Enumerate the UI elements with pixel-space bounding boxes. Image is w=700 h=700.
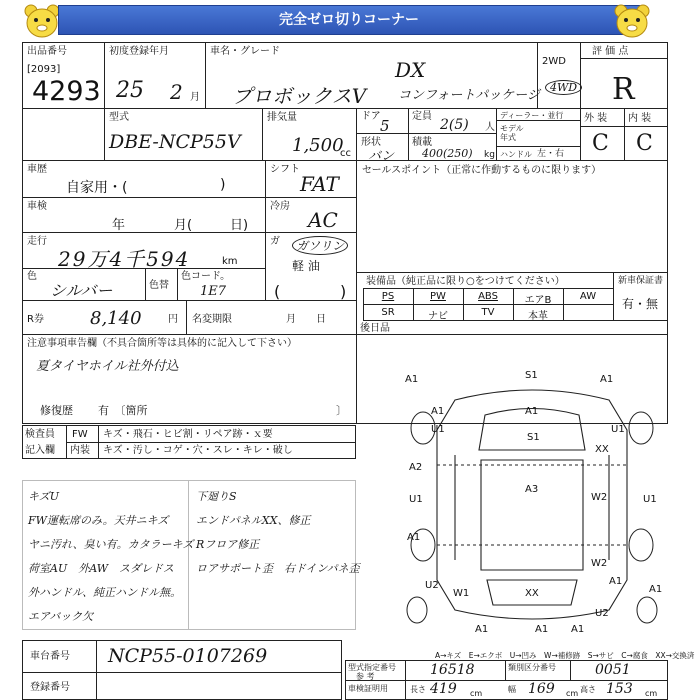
damage-mark: W2 (591, 558, 608, 569)
equipment-item: PW (430, 291, 446, 302)
rear-label: 後日品 (360, 323, 390, 334)
class-value: 0051 (595, 662, 631, 678)
banner-title: 完全ゼロ切りコーナー (58, 5, 640, 35)
length-label: 長さ (410, 685, 426, 694)
exterior-value: C (592, 131, 609, 156)
ac-label: 冷房 (270, 201, 290, 212)
shape-value: バン (368, 149, 395, 164)
fw-value: キズ・飛石・ヒビ割・リペア跡・ｘ要 (103, 429, 273, 440)
class-label: 類別区分番号 (508, 663, 556, 672)
dims-label: 車検証明用 (348, 684, 388, 693)
load-label: 積載 (412, 137, 432, 148)
repair-close: 〕 (336, 404, 347, 417)
color-code: 1E7 (200, 284, 227, 299)
doors-value: 5 (380, 117, 390, 135)
equipment-item: AW (579, 291, 597, 302)
first-reg-label: 初度登録年月 (109, 46, 169, 57)
auction-sheet: 完全ゼロ切りコーナー 出品番号 [2093] 4293 初度登録年月 25 2 月 車名・グレード DX プロボックスV コンフォートパッケージ 2WD 4WD 評 価 点 R 型式 DBE-NCP55V 排気量 1,500 cc ドア 5 定員 2(5) 人 形状 バン 積載 400(250) kg ディーラー・並行 モデル年式 ハンドル 左・右 外 装 内 装 C C 車歴 自家用・( ) シフト FAT 車検 年 月( 日) 冷房 AC 走行 29万4千594 km ガ ガソリン 軽 油 ( ) 色 シルバー 色替 色コード。 1E7 R券 8,140 円 名変期限 月 日 セールスポイント（正常に作動するものに限ります） 装備品（純正品に限り○をつけてください） 新車保証書 有・無 後日品 注意事項車告欄（不具合箇所等は具体的に記入して下さい） 夏タイヤホイル社外付込 修復歴 有 〔箇所 〕 検査員 記入欄 FW キズ・飛石・ヒビ割・リペア跡・ｘ要 内装 キズ・汚し・コゲ・穴・スレ・キレ・破し A1 S1 A1 A1 A1 U1 S1 U1 XX A2 A3 U1 W2 U1 A1 U2 W1 XX W2 A1 A1 A1 A1 A1 U2 A→キズ E→エクボ U→凹み W→補修跡 S→サビ C→腐食 XX→交換済 車台番号 NCP55-0107269 登録番号 型式指定番号 参 考 16518 類別区分番号 0051 車検証明用 長さ 419 cm 幅 169 cm 高さ 153 cm PS PW ABS エアB AW SR ナビ TV 本革 キズU FW運転席のみ。天井ニキズ ヤニ汚れ、臭い有。カタラーキズ 荷室AU 外AW スダレドス 外ハンドル、純正ハンドル無。 エアバック欠 下廻りS エンドパネルXX、修正 Rフロア修正 ロアサポート歪 右ドインパネ歪 (0, 0, 700, 700)
capacity-value: 2(5) (440, 117, 469, 133)
damage-mark: W2 (591, 492, 608, 503)
displacement-unit: cc (340, 148, 351, 159)
damage-mark: A1 (405, 374, 419, 385)
damage-mark: A1 (535, 624, 549, 635)
equipment-item: ナビ (428, 311, 448, 322)
width-unit: cm (566, 689, 579, 698)
damage-mark: A1 (475, 624, 489, 635)
capacity-unit: 人 (485, 122, 495, 133)
recycle-label: R券 (27, 314, 44, 325)
mileage-unit: km (222, 256, 238, 267)
shape-label: 形状 (361, 137, 381, 148)
recycle-value: 8,140 (90, 308, 142, 329)
fuel-alt: 軽 油 (292, 259, 320, 273)
load-unit: kg (484, 150, 495, 160)
length-value: 419 (430, 681, 457, 697)
type-spec-label: 型式指定番号 (348, 663, 396, 672)
equipment-item: TV (481, 307, 495, 318)
remark-line: ロアサポート歪 右ドインパネ歪 (196, 562, 360, 575)
handle-label: ハンドル (500, 150, 532, 159)
chassis-label: 車台番号 (30, 651, 70, 662)
fuel-value: ガソリン (292, 236, 348, 255)
damage-mark: U2 (595, 608, 609, 619)
remark-line: キズU (28, 490, 60, 503)
ac-value: AC (308, 208, 338, 232)
height-value: 153 (606, 681, 633, 697)
model-year-label: モデル年式 (500, 124, 524, 142)
repair-label: 修復歴 (40, 404, 73, 417)
equipment-item: SR (381, 307, 395, 318)
remark-line: FW運転席のみ。天井ニキズ (28, 514, 169, 527)
height-label: 高さ (580, 685, 596, 694)
displacement-label: 排気量 (267, 112, 297, 123)
interior-check-value: キズ・汚し・コゲ・穴・スレ・キレ・破し (103, 445, 293, 456)
remark-line: エアバック欠 (28, 610, 94, 623)
damage-mark: A1 (525, 406, 539, 417)
color-change-label: 色替 (149, 280, 169, 291)
damage-mark: XX (525, 588, 539, 599)
fuel-label: ガ (270, 236, 280, 247)
color-code-label: 色コード。 (181, 271, 231, 282)
usage-value: 自家用・( (66, 180, 128, 196)
first-reg-month: 2 (170, 80, 183, 104)
doors-label: ドア (361, 111, 381, 122)
remark-line: Rフロア修正 (196, 538, 260, 551)
damage-mark: U1 (611, 424, 625, 435)
damage-mark: U1 (409, 494, 423, 505)
mileage-value: 29万4千594 (58, 247, 191, 271)
shift-label: シフト (270, 164, 300, 175)
drive-label: 2WD (542, 56, 566, 67)
lot-number: 4293 (32, 76, 101, 107)
first-reg-month-suffix: 月 (190, 92, 200, 103)
damage-mark: A1 (600, 374, 614, 385)
bear-mascot-left-icon (22, 3, 62, 39)
warranty-value: 有・無 (622, 297, 659, 311)
inspector-entry-label: 記入欄 (25, 445, 55, 456)
notes-label: 注意事項車告欄（不具合箇所等は具体的に記入して下さい） (27, 338, 297, 349)
score-value: R (612, 72, 635, 107)
remark-line: エンドパネルXX、修正 (196, 514, 311, 527)
remark-line: 荷室AU 外AW スダレドス (28, 562, 174, 575)
model-label: 型式 (109, 112, 129, 123)
damage-mark: A1 (609, 576, 623, 587)
equipment-item: ABS (478, 291, 498, 302)
expiry-value: 月 日 (286, 314, 326, 325)
lot-label: 出品番号 (27, 46, 67, 57)
remark-line: ヤニ汚れ、臭い有。カタラーキズ (28, 538, 194, 551)
damage-mark: S1 (525, 370, 538, 381)
fw-label: FW (72, 429, 88, 440)
damage-mark: A1 (407, 532, 421, 543)
capacity-label: 定員 (412, 111, 432, 122)
usage-label: 車歴 (27, 164, 47, 175)
width-value: 169 (528, 681, 555, 697)
inspector-label: 検査員 (25, 429, 55, 440)
damage-mark: A2 (409, 462, 423, 473)
damage-mark: U2 (425, 580, 439, 591)
damage-mark: A3 (525, 484, 539, 495)
lot-sub: [2093] (27, 64, 61, 75)
chassis-value: NCP55-0107269 (108, 645, 268, 667)
score-label: 評 価 点 (592, 46, 629, 57)
remark-line: 外ハンドル、純正ハンドル無。 (28, 586, 182, 599)
damage-mark: U1 (643, 494, 657, 505)
length-unit: cm (470, 689, 483, 698)
damage-mark: XX (595, 444, 609, 455)
displacement-value: 1,500 (292, 135, 344, 156)
height-unit: cm (645, 689, 658, 698)
equipment-item: 本革 (528, 311, 548, 322)
damage-mark: A1 (431, 406, 445, 417)
equipment-label: 装備品（純正品に限り○をつけてください） (366, 276, 565, 287)
repair-value: 有 〔箇所 (98, 404, 148, 417)
interior-value: C (636, 131, 653, 156)
dealer-label: ディーラー・並行 (500, 111, 564, 120)
interior-label: 内 装 (628, 113, 652, 124)
drive-value: 4WD (545, 80, 582, 95)
damage-mark: A1 (649, 584, 663, 595)
color-value: シルバー (50, 281, 113, 300)
damage-mark: W1 (453, 588, 470, 599)
exterior-label: 外 装 (584, 113, 608, 124)
legend-text: A→キズ E→エクボ U→凹み W→補修跡 S→サビ C→腐食 XX→交換済 (435, 651, 695, 660)
recycle-unit: 円 (168, 314, 178, 325)
car-name: プロボックスV (232, 84, 367, 108)
car-name-label: 車名・グレード (210, 46, 280, 57)
damage-mark: U1 (431, 424, 445, 435)
inspection-label: 車検 (27, 201, 47, 212)
notes-text: 夏タイヤホイル社外付込 (36, 359, 179, 374)
usage-close: ) (220, 177, 226, 193)
car-damage-diagram (395, 370, 670, 635)
damage-mark: S1 (527, 432, 540, 443)
shift-value: FAT (300, 172, 339, 196)
type-spec-value: 16518 (430, 662, 475, 678)
inspection-day: 日) (230, 218, 249, 233)
remark-line: 下廻りS (196, 490, 237, 503)
equipment-item: エアB (524, 295, 552, 306)
load-value: 400(250) (422, 147, 473, 160)
handle-options: 左・右 (537, 149, 565, 159)
equipment-item: PS (381, 291, 395, 302)
expiry-label: 名変期限 (192, 314, 232, 325)
registration-label: 登録番号 (30, 682, 70, 693)
color-label: 色 (27, 271, 37, 282)
first-reg-year: 25 (116, 78, 144, 103)
bear-mascot-right-icon (612, 3, 652, 39)
sales-point-label: セールスポイント（正常に作動するものに限ります） (362, 165, 602, 176)
damage-mark: A1 (571, 624, 585, 635)
inspection-month: 月( (174, 218, 193, 233)
mileage-label: 走行 (27, 236, 47, 247)
inspection-year: 年 (112, 218, 126, 233)
type-spec-ref: 参 考 (356, 672, 375, 681)
car-package: コンフォートパッケージ (398, 88, 540, 103)
model-value: DBE-NCP55V (109, 131, 241, 153)
car-grade: DX (395, 58, 426, 82)
interior-check-label: 内装 (70, 445, 90, 456)
warranty-label: 新車保証書 (618, 276, 664, 286)
width-label: 幅 (508, 685, 516, 694)
